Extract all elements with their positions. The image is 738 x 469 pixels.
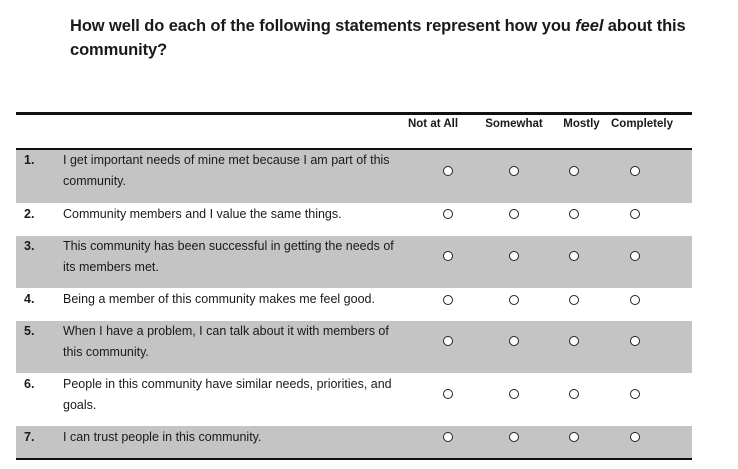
- table-row: [16, 236, 692, 288]
- radio-completely[interactable]: [630, 166, 640, 176]
- radio-not-at-all[interactable]: [443, 251, 453, 261]
- radio-completely[interactable]: [630, 251, 640, 261]
- question-emphasis: feel: [575, 17, 604, 35]
- radio-somewhat[interactable]: [509, 432, 519, 442]
- radio-completely[interactable]: [630, 432, 640, 442]
- row-number: 5.: [24, 324, 35, 338]
- column-header-somewhat: Somewhat: [485, 118, 543, 130]
- radio-completely[interactable]: [630, 295, 640, 305]
- row-number: 2.: [24, 207, 35, 221]
- table-row: [16, 203, 692, 236]
- table-top-rule: [16, 112, 692, 115]
- radio-not-at-all[interactable]: [443, 336, 453, 346]
- table-row: [16, 150, 692, 203]
- table-row: [16, 426, 692, 458]
- radio-completely[interactable]: [630, 336, 640, 346]
- radio-mostly[interactable]: [569, 166, 579, 176]
- radio-not-at-all[interactable]: [443, 295, 453, 305]
- question-text-after: about this community?: [70, 17, 686, 59]
- radio-mostly[interactable]: [569, 295, 579, 305]
- radio-mostly[interactable]: [569, 336, 579, 346]
- radio-not-at-all[interactable]: [443, 209, 453, 219]
- radio-somewhat[interactable]: [509, 251, 519, 261]
- column-header-not-at-all: Not at All: [407, 118, 459, 130]
- radio-somewhat[interactable]: [509, 166, 519, 176]
- radio-not-at-all[interactable]: [443, 389, 453, 399]
- radio-not-at-all[interactable]: [443, 166, 453, 176]
- radio-mostly[interactable]: [569, 389, 579, 399]
- table-row: [16, 321, 692, 373]
- survey-question: [70, 14, 710, 62]
- row-statement: When I have a problem, I can talk about it with members of this community.: [63, 324, 389, 359]
- row-statement: I get important needs of mine met because I am part of this community.: [63, 153, 390, 188]
- row-statement: This community has been successful in getting the needs of its members met.: [63, 239, 394, 274]
- table-row: [16, 288, 692, 321]
- row-number: 3.: [24, 239, 35, 253]
- radio-somewhat[interactable]: [509, 389, 519, 399]
- radio-somewhat[interactable]: [509, 295, 519, 305]
- radio-completely[interactable]: [630, 209, 640, 219]
- table-bottom-rule: [16, 458, 692, 460]
- radio-mostly[interactable]: [569, 432, 579, 442]
- row-statement: People in this community have similar needs, priorities, and goals.: [63, 377, 392, 412]
- radio-not-at-all[interactable]: [443, 432, 453, 442]
- row-statement: Community members and I value the same things.: [63, 207, 342, 221]
- table-row: [16, 373, 692, 426]
- radio-somewhat[interactable]: [509, 336, 519, 346]
- radio-mostly[interactable]: [569, 251, 579, 261]
- radio-mostly[interactable]: [569, 209, 579, 219]
- row-statement: I can trust people in this community.: [63, 430, 262, 444]
- row-number: 7.: [24, 430, 35, 444]
- radio-somewhat[interactable]: [509, 209, 519, 219]
- radio-completely[interactable]: [630, 389, 640, 399]
- column-header-mostly: Mostly: [563, 118, 600, 130]
- row-number: 1.: [24, 153, 35, 167]
- question-text-before: How well do each of the following statements represent how you: [70, 17, 576, 35]
- row-statement: Being a member of this community makes me feel good.: [63, 292, 375, 306]
- row-number: 4.: [24, 292, 35, 306]
- row-number: 6.: [24, 377, 35, 391]
- column-header-completely: Completely: [611, 118, 673, 130]
